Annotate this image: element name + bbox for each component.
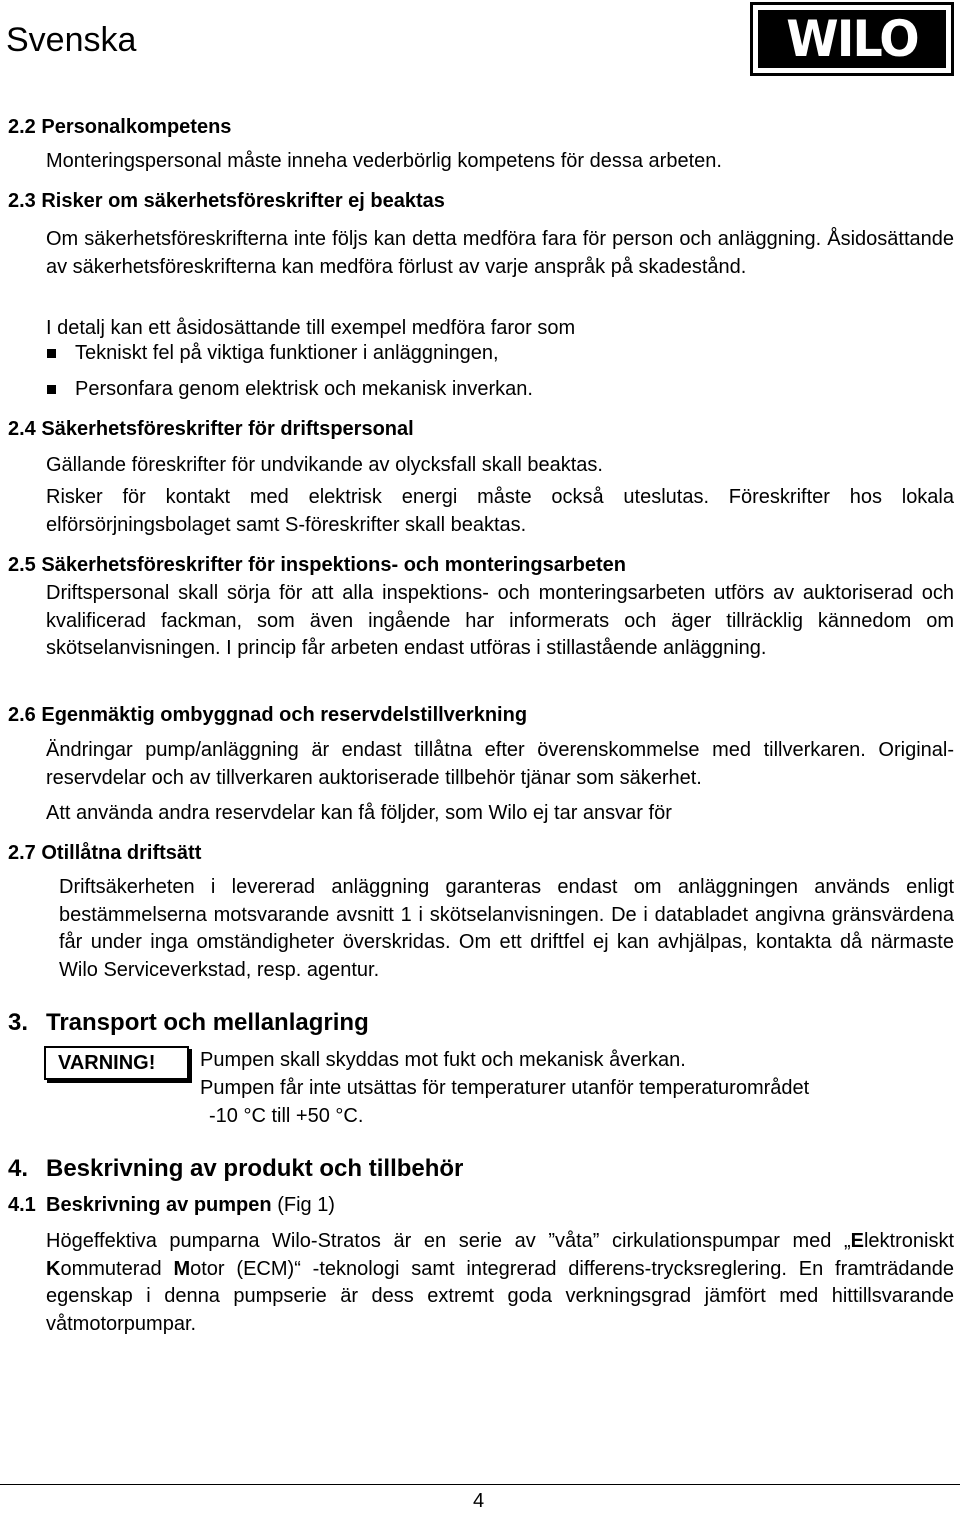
- section-2-2-heading: 2.2 Personalkompetens: [8, 116, 232, 138]
- section-2-5-paragraph: Driftspersonal skall sörja för att alla inspektions- och monteringsarbeten utförs av auktoriserad och kvalificerad fackman, som även ingående har informerats och äger tillräcklig kännedom om skötselanvisningen. I princip får arbeten endast utföras i stillastående anläggning.: [46, 582, 954, 659]
- bullet-icon: [47, 385, 56, 394]
- section-2-3-intro: I detalj kan ett åsidosättande till exempel medföra faror som: [46, 317, 576, 339]
- wilo-logo: [750, 2, 954, 76]
- section-2-4-heading: 2.4 Säkerhetsföreskrifter för driftspersonal: [8, 418, 414, 440]
- p-letter-e: E: [850, 1230, 864, 1252]
- section-4-1-number: 4.1: [8, 1194, 36, 1216]
- section-2-6-text-2: Att använda andra reservdelar kan få följder, som Wilo ej tar ansvar för: [46, 802, 672, 824]
- section-3-line-3: -10 °C till +50 °C.: [209, 1105, 364, 1127]
- logo-text: WILO: [786, 10, 918, 68]
- bullet-item-1: Tekniskt fel på viktiga funktioner i anläggningen,: [75, 342, 499, 364]
- section-2-3-heading: 2.3 Risker om säkerhetsföreskrifter ej beaktas: [8, 190, 445, 212]
- section-4-1-paragraph: [46, 1228, 954, 1338]
- p-part-a: Högeffektiva pumparna Wilo-Stratos är en serie av ”våta” cirkulationspumpar med „: [46, 1230, 851, 1252]
- page-number: 4: [473, 1490, 485, 1512]
- warning-label: VARNING!: [58, 1052, 156, 1074]
- section-2-6-heading: 2.6 Egenmäktig ombyggnad och reservdelstillverkning: [8, 704, 528, 726]
- section-2-7-heading: 2.7 Otillåtna driftsätt: [8, 842, 202, 864]
- section-4-number: 4.: [8, 1155, 29, 1182]
- section-2-6-paragraph: Ändringar pump/anläggning är endast tillåtna efter överenskommelse med tillverkaren. Original-reservdelar och av tillverkaren auktoriserade tillbehör tjänar som säkerhet.: [46, 739, 954, 789]
- section-4-1-heading: [46, 1194, 335, 1217]
- section-2-7-paragraph: Driftsäkerheten i levererad anläggning garanteras endast om anläggningen används enligt bestämmelserna motsvarande avsnitt 1 i skötselanvisningen. De i databladet angivna gränsvärdena får under inga omständigheter överskridas. Om ett driftfel ej kan avhjälpas, kontakta då närmaste Wilo Serviceverkstad, resp. agentur.: [59, 876, 954, 981]
- section-2-2-text: Monteringspersonal måste inneha vederbörlig kompetens för dessa arbeten.: [46, 150, 722, 172]
- section-2-4-text-1: Gällande föreskrifter för undvikande av olycksfall skall beaktas.: [46, 454, 603, 476]
- section-2-4-text-2: Risker för kontakt med elektrisk energi måste också uteslutas. Föreskrifter hos lokala elförsörjningsbolaget samt S-föreskrifter skall beaktas.: [46, 486, 954, 536]
- bullet-item-2: Personfara genom elektrisk och mekanisk inverkan.: [75, 378, 533, 400]
- section-2-5-heading: 2.5 Säkerhetsföreskrifter för inspektions- och monteringsarbeten: [8, 554, 626, 576]
- p-part-b: lektroniskt: [863, 1230, 954, 1252]
- section-4-1-title: Beskrivning av pumpen: [46, 1194, 272, 1216]
- p-letter-k: K: [46, 1257, 61, 1280]
- section-3-number: 3.: [8, 1009, 29, 1036]
- section-4-1-figure-ref: (Fig 1): [277, 1194, 335, 1216]
- section-3-line-2: Pumpen får inte utsättas för temperaturer utanför temperaturområdet: [200, 1077, 810, 1099]
- warning-badge: [44, 1046, 189, 1080]
- section-3-heading: Transport och mellanlagring: [46, 1009, 369, 1036]
- language-heading: Svenska: [6, 21, 137, 59]
- section-2-3-paragraph: Om säkerhetsföreskrifterna inte följs kan detta medföra fara för person och anläggning. Åsidosättande av säkerhetsföreskrifterna kan medföra förlust av varje anspråk på skadestånd.: [46, 228, 954, 278]
- bullet-icon: [47, 349, 56, 358]
- p-part-c: ommuterad: [60, 1257, 174, 1280]
- section-4-heading: Beskrivning av produkt och tillbehör: [46, 1155, 464, 1182]
- p-letter-m: M: [173, 1257, 191, 1280]
- section-3-line-1: Pumpen skall skyddas mot fukt och mekanisk åverkan.: [200, 1049, 686, 1071]
- p-part-d: otor (ECM)“ -teknologi samt integrerad differens-trycksreglering. En framträdande egenskap i denna pumpserie är dess extremt goda verkningsgrad jämfört med hittillsvarande våtmotorpumpar.: [46, 1257, 955, 1335]
- footer-divider: [0, 1484, 960, 1485]
